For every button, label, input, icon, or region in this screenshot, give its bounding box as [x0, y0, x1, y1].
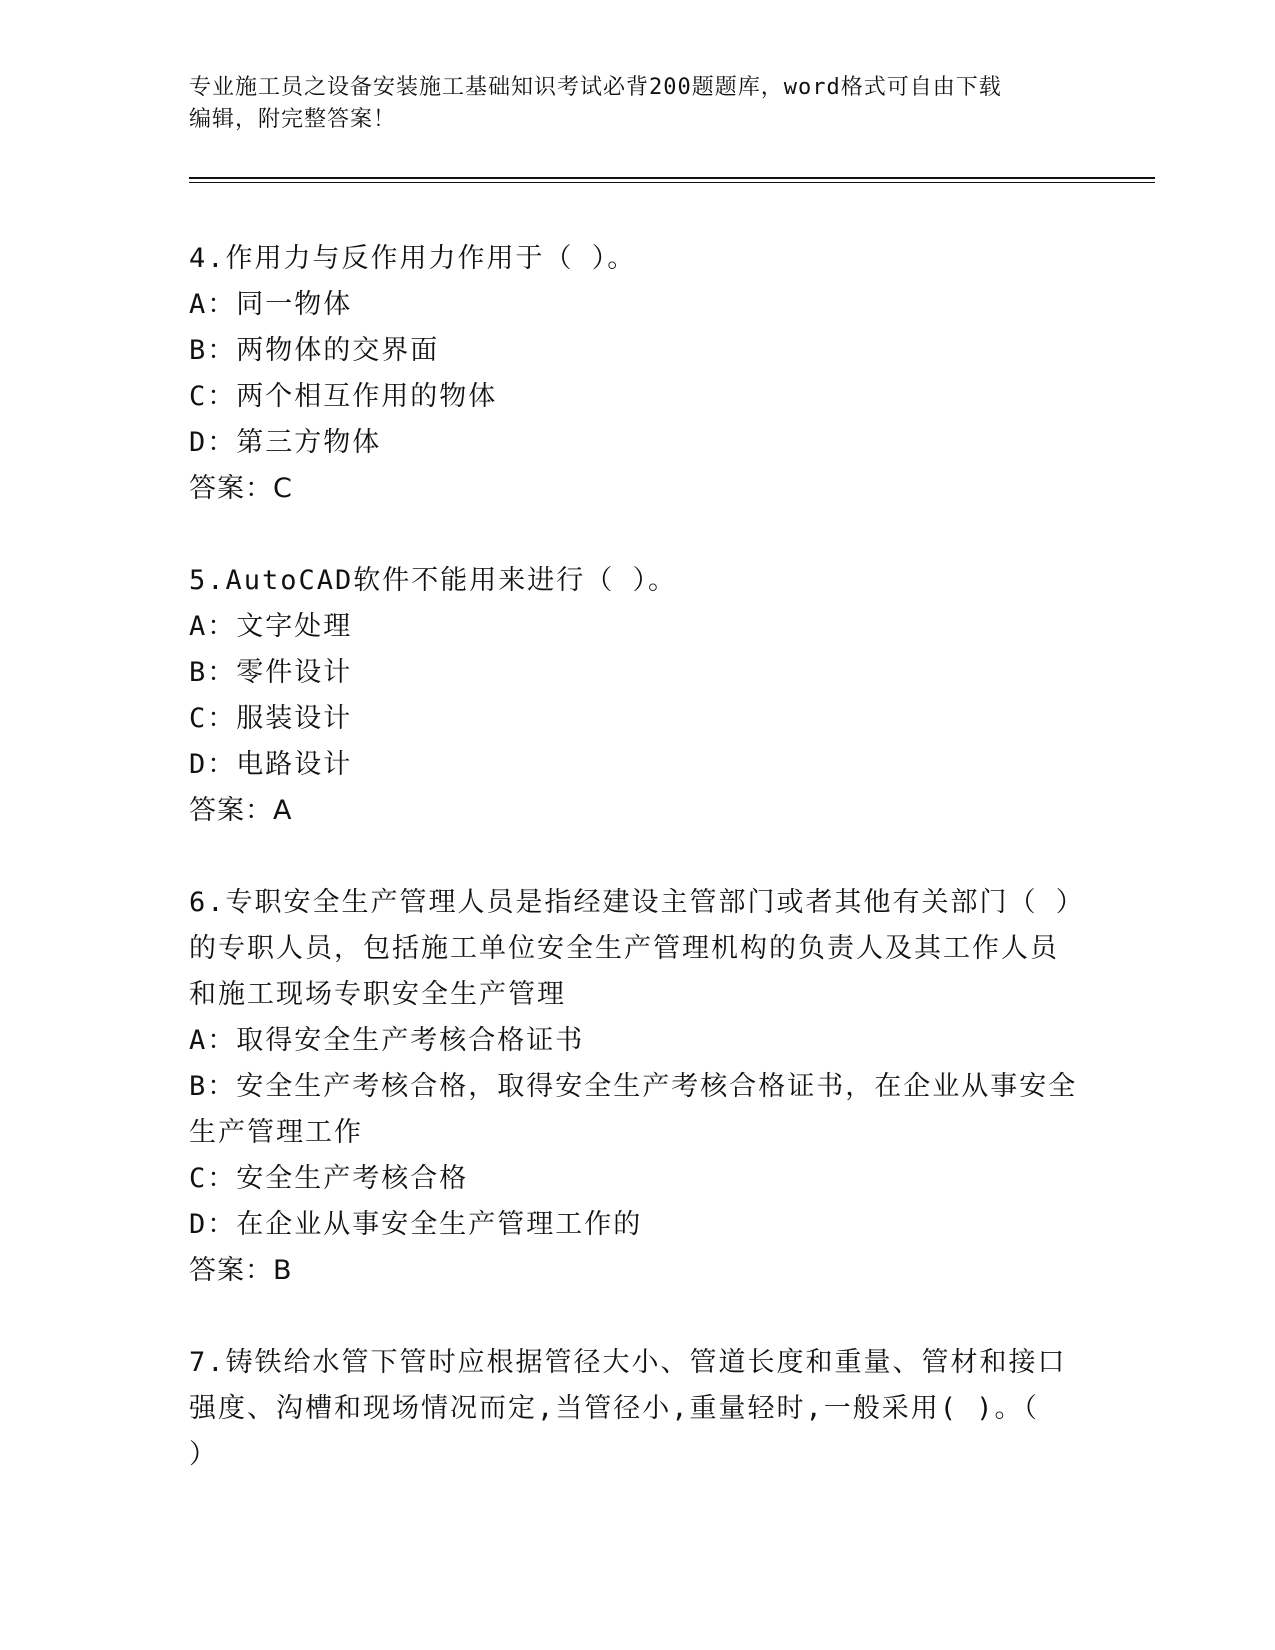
answer-option: A：文字处理 [189, 611, 353, 642]
question-stem-line: 7.铸铁给水管下管时应根据管径大小、管道长度和重量、管材和接口 [189, 1347, 1067, 1378]
question-stem-line: 和施工现场专职安全生产管理 [189, 979, 566, 1010]
question-stem-line: 的专职人员，包括施工单位安全生产管理机构的负责人及其工作人员 [189, 933, 1059, 964]
answer-option: D：在企业从事安全生产管理工作的 [189, 1209, 643, 1240]
answer-option: D：第三方物体 [189, 427, 382, 458]
question-spacer [189, 512, 1089, 558]
answer-option: A：同一物体 [189, 289, 353, 320]
question-block [189, 236, 1089, 512]
header-title-line-1: 专业施工员之设备安装施工基础知识考试必背200题题库，word格式可自由下载 [189, 75, 1002, 100]
answer-option: B：零件设计 [189, 657, 353, 688]
header-divider-thin [189, 182, 1155, 183]
answer-option: B：安全生产考核合格，取得安全生产考核合格证书，在企业从事安全 [189, 1071, 1078, 1102]
question-block [189, 880, 1089, 1294]
answer-option: C：两个相互作用的物体 [189, 381, 498, 412]
answer-key: 答案：B [189, 1255, 293, 1286]
answer-option: 生产管理工作 [189, 1117, 363, 1148]
answer-option: D：电路设计 [189, 749, 353, 780]
question-stem-line: 5.AutoCAD软件不能用来进行（ ）。 [189, 565, 678, 596]
question-list [189, 236, 1089, 1478]
header-divider-thick [189, 177, 1155, 179]
answer-option: C：服装设计 [189, 703, 353, 734]
question-stem-line: ） [189, 1439, 218, 1470]
answer-key: 答案：A [189, 795, 293, 826]
header-title-line-2: 编辑，附完整答案！ [189, 107, 397, 132]
question-stem-line: 强度、沟槽和现场情况而定,当管径小,重量轻时,一般采用( )。（ [189, 1393, 1040, 1424]
question-block [189, 1340, 1089, 1478]
answer-key: 答案：C [189, 473, 293, 504]
question-spacer [189, 1294, 1089, 1340]
answer-option: A：取得安全生产考核合格证书 [189, 1025, 585, 1056]
question-stem-line: 4.作用力与反作用力作用于（ ）。 [189, 243, 637, 274]
answer-option: C：安全生产考核合格 [189, 1163, 469, 1194]
answer-option: B：两物体的交界面 [189, 335, 440, 366]
question-spacer [189, 834, 1089, 880]
document-header [189, 72, 1069, 136]
question-stem-line: 6.专职安全生产管理人员是指经建设主管部门或者其他有关部门（ ） [189, 887, 1085, 918]
question-block [189, 558, 1089, 834]
